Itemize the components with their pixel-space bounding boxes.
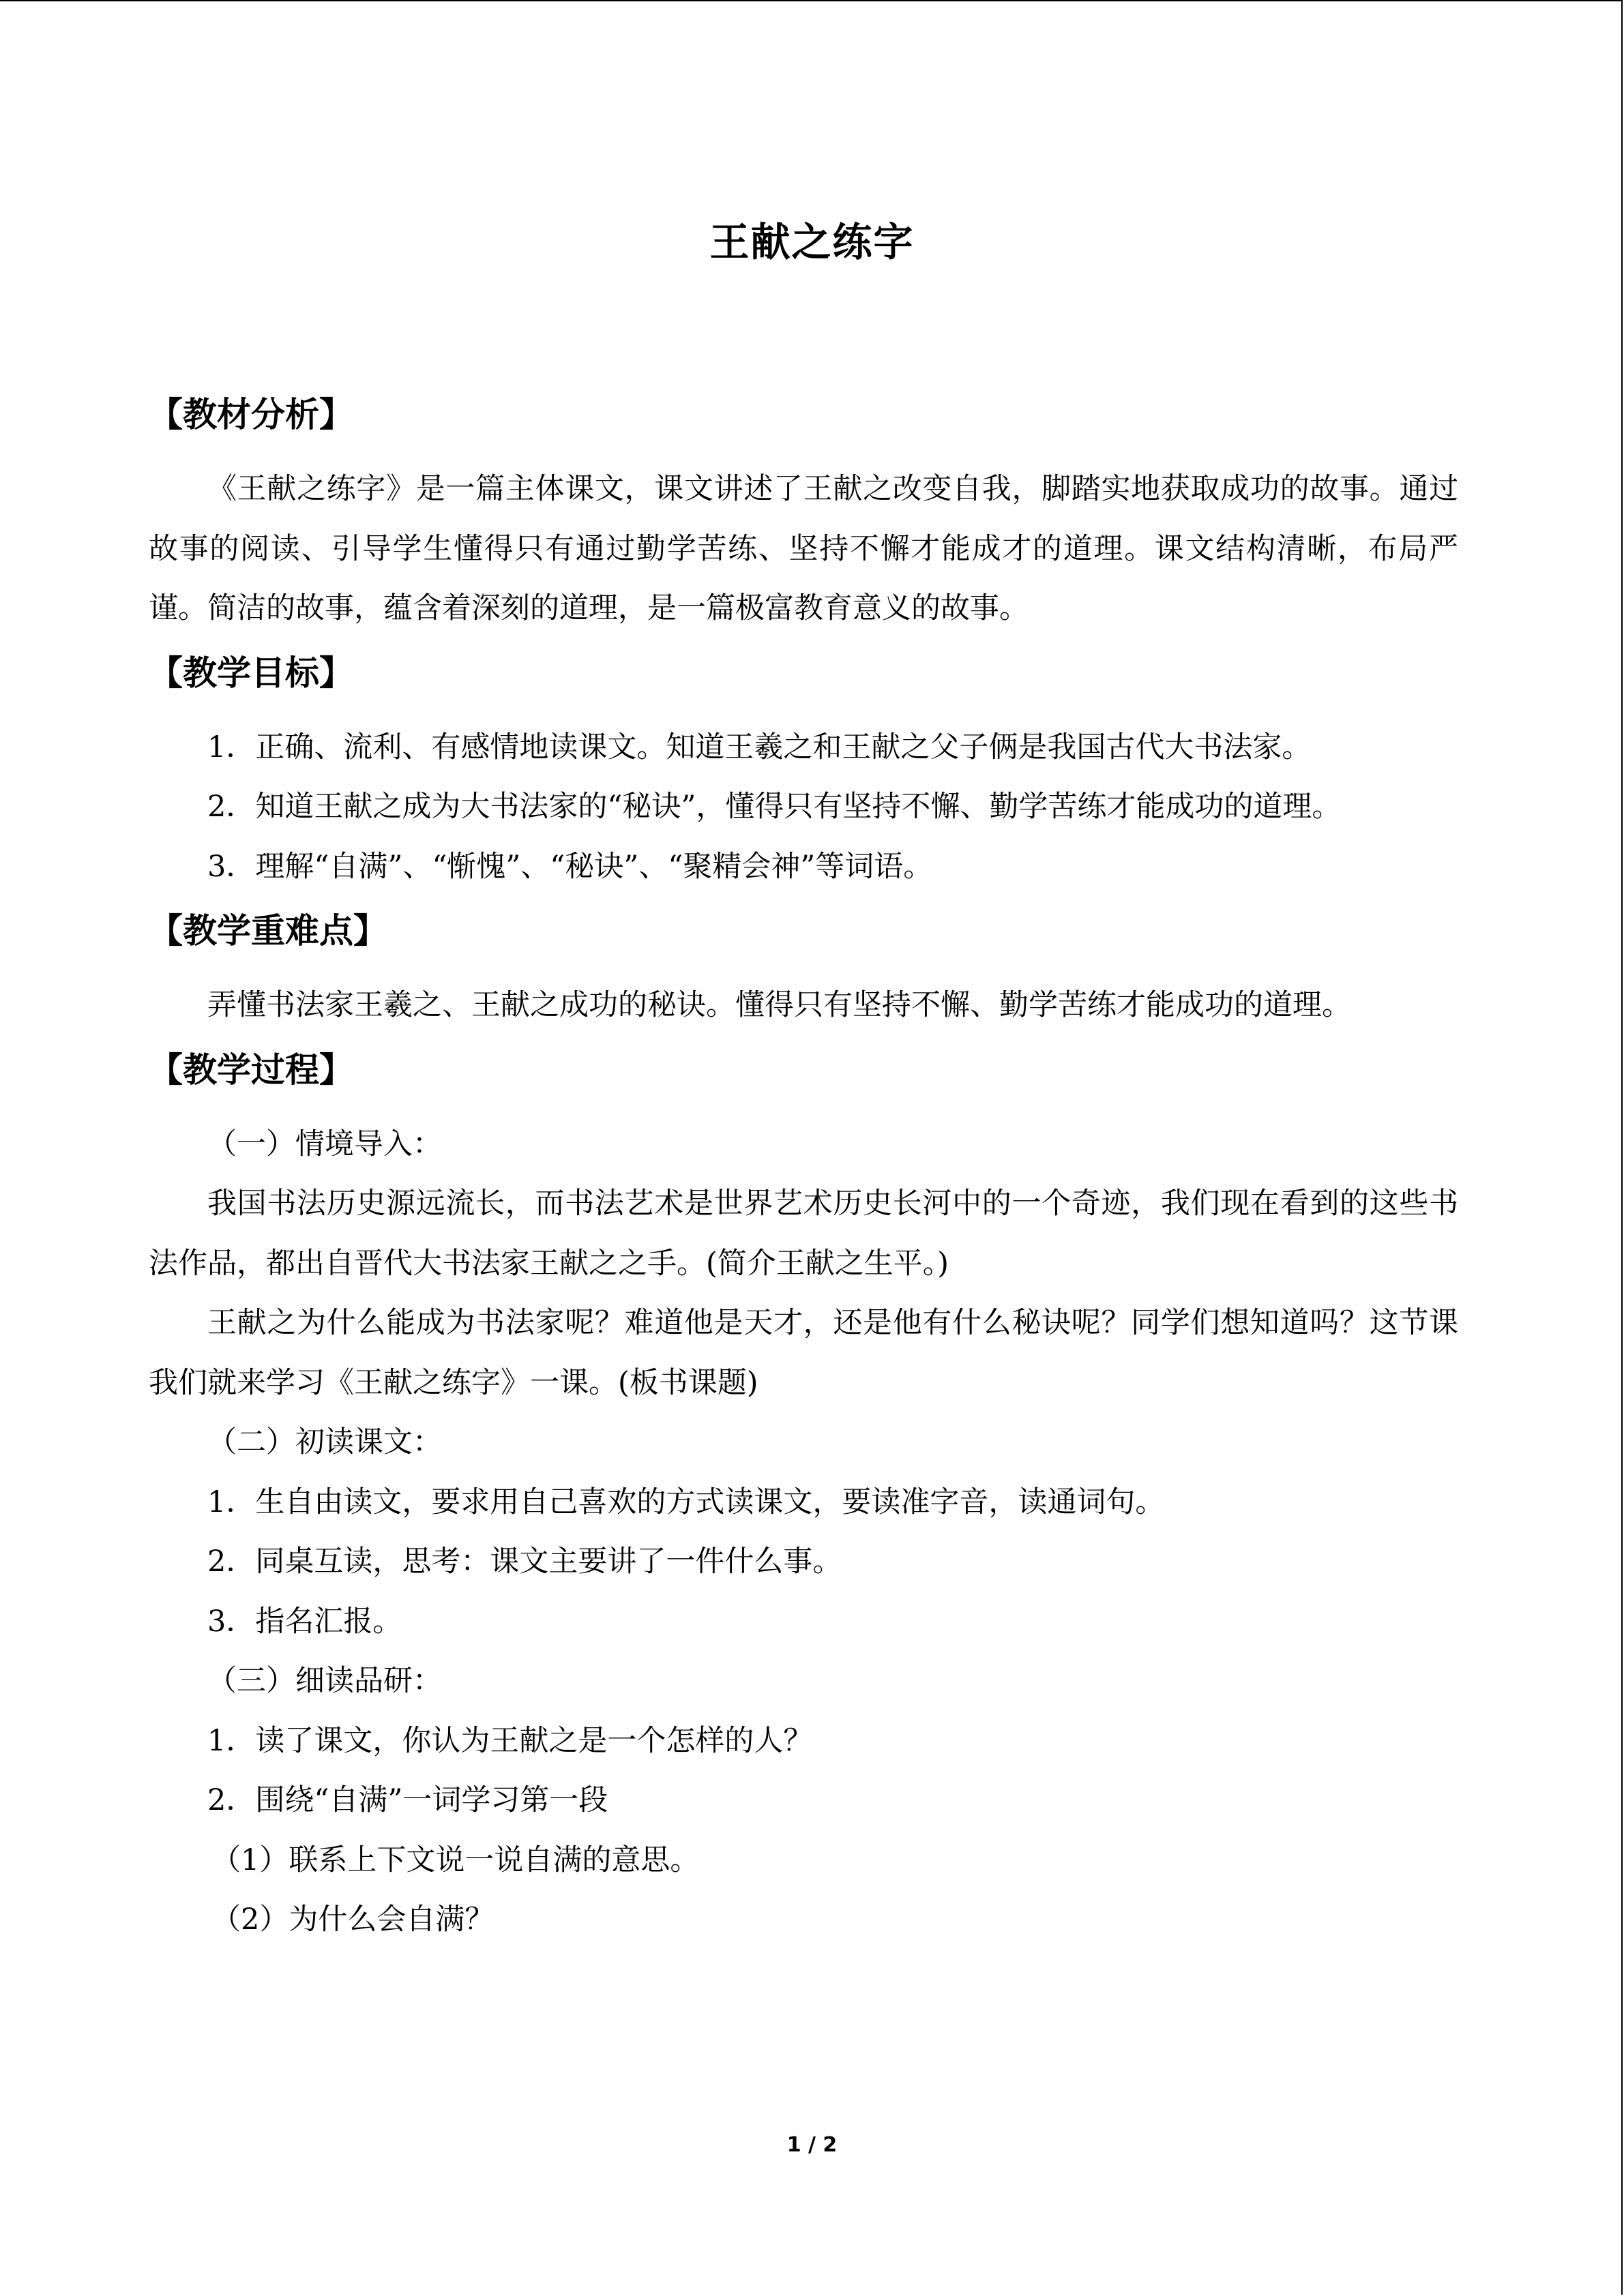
key-points-paragraph: 弄懂书法家王羲之、王献之成功的秘诀。懂得只有坚持不懈、勤学苦练才能成功的道理。: [207, 988, 1351, 1022]
list-item: 2．围绕“自满”一词学习第一段: [207, 1783, 608, 1817]
section-heading-analysis: 【教材分析】: [149, 395, 353, 434]
step-paragraph: 我国书法历史源远流长，而书法艺术是世界艺术历史长河中的一个奇迹，我们现在看到的这些书法作品，都出自晋代大书法家王献之之手。(简介王献之生平。): [149, 1187, 1458, 1281]
page-number: 1 / 2: [786, 2133, 838, 2157]
document-body: [149, 382, 1458, 1950]
step-paragraph: 王献之为什么能成为书法家呢？难道他是天才，还是他有什么秘诀呢？同学们想知道吗？这节课我们就来学习《王献之练字》一课。(板书课题): [149, 1306, 1458, 1400]
step-title: （三）细读品研：: [207, 1664, 442, 1698]
goal-item: 1．正确、流利、有感情地读课文。知道王羲之和王献之父子俩是我国古代大书法家。: [207, 730, 1312, 764]
sub-list-item: （1）联系上下文说一说自满的意思。: [211, 1843, 700, 1877]
goal-item: 3．理解“自满”、“惭愧”、“秘诀”、“聚精会神”等词语。: [207, 849, 933, 884]
analysis-paragraph: 《王献之练字》是一篇主体课文，课文讲述了王献之改变自我，脚踏实地获取成功的故事。通过故事的阅读、引导学生懂得只有通过勤学苦练、坚持不懈才能成才的道理。课文结构清晰，布局严谨。简洁的故事，蕴含着深刻的道理，是一篇极富教育意义的故事。: [149, 472, 1458, 625]
list-item: 1．生自由读文，要求用自己喜欢的方式读课文，要读准字音，读通词句。: [207, 1485, 1165, 1519]
list-item: 3．指名汇报。: [207, 1604, 402, 1639]
sub-list-item: （2）为什么会自满？: [211, 1903, 494, 1937]
step-title: （二）初读课文：: [207, 1425, 442, 1459]
section-heading-goals: 【教学目标】: [149, 653, 353, 693]
list-item: 1．读了课文，你认为王献之是一个怎样的人？: [207, 1723, 813, 1758]
step-title: （一）情境导入：: [207, 1127, 442, 1161]
section-heading-key-points: 【教学重难点】: [149, 911, 387, 951]
section-heading-process: 【教学过程】: [149, 1049, 353, 1090]
list-item: 2．同桌互读，思考：课文主要讲了一件什么事。: [207, 1545, 842, 1579]
goal-item: 2．知道王献之成为大书法家的“秘诀”，懂得只有坚持不懈、勤学苦练才能成功的道理。: [207, 790, 1342, 824]
document-title: 王献之练字: [709, 219, 915, 265]
